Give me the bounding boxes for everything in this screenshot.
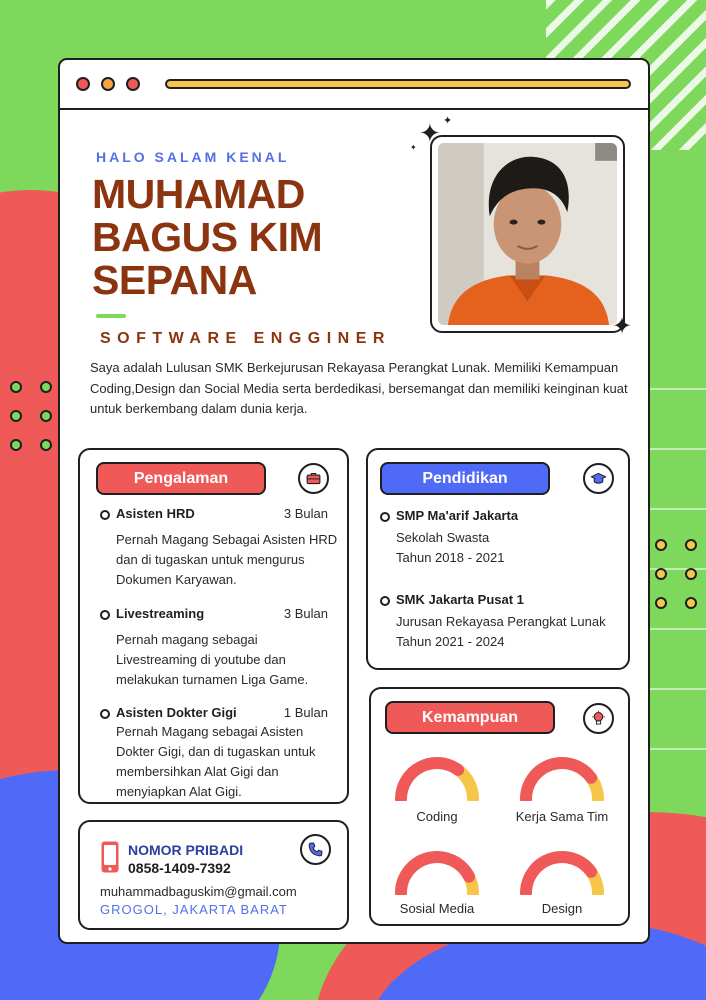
window-close-dot [76,77,90,91]
job-title: SOFTWARE ENGGINER [100,330,391,347]
experience-item-description: Pernah Magang Sebagai Asisten HRD dan di tugaskan untuk mengurus Dokumen Karyawan. [116,532,338,587]
education-card [366,448,630,670]
experience-item-title: Livestreaming [116,606,205,621]
skill-label: Design [541,901,583,916]
decorative-dots-left [10,381,52,451]
skill-gauge [517,751,607,801]
skill-gauge [392,751,482,801]
experience-item-duration: 3 Bulan [283,506,328,521]
window-minimize-dot [101,77,115,91]
experience-item-title: Asisten Dokter Gigi [116,705,237,720]
skills-card [369,687,630,926]
resume-window [58,58,650,944]
sparkle-icon: ✦ [419,118,441,148]
window-maximize-dot [126,77,140,91]
contact-heading: NOMOR PRIBADI [128,842,244,858]
profile-photo [438,143,617,325]
sparkle-icon: ✦ [410,143,417,152]
education-item-school: SMK Jakarta Pusat 1 [396,592,524,607]
experience-item-description: Pernah Magang sebagai Asisten Dokter Gigi, dan di tugaskan untuk membersihkan Alat Gigi dan menyiapkan Alat Gigi. [116,724,316,799]
skill-gauge-fill [526,857,591,893]
education-icon-button [583,463,614,494]
skill-gauge [517,845,607,895]
skill-gauge [392,845,482,895]
intro-paragraph: Saya adalah Lulusan SMK Berkejurusan Rekayasa Perangkat Lunak. Memiliki Kemampuan Coding,Design dan Social Media serta berdedikasi, bersemangat dan memiliki keinginan kuat untuk berkembang dalam dunia kerja. [90,360,628,416]
experience-item-duration: 1 Bulan [283,705,328,720]
graduation-cap-icon [590,470,607,487]
address-bar [165,79,631,89]
contact-phone-number: 0858-1409-7392 [128,860,231,876]
briefcase-icon [305,470,322,487]
contact-address: GROGOL, JAKARTA BARAT [100,902,288,917]
profile-photo-frame [430,135,625,333]
education-item-years: Tahun 2018 - 2021 [396,550,505,565]
greeting: HALO SALAM KENAL [96,149,290,165]
contact-email: muhammadbaguskim@gmail.com [100,884,297,899]
experience-icon-button [298,463,329,494]
skill-label: Coding [416,809,458,824]
skill-label: Kerja Sama Tim [515,809,609,824]
phone-icon [307,841,324,858]
education-item-years: Tahun 2021 - 2024 [396,634,505,649]
accent-divider [96,314,126,318]
experience-card [78,448,349,804]
skills-heading: Kemampuan [385,701,555,734]
contact-card [78,820,349,930]
mobile-phone-icon [100,840,120,874]
education-item-school: SMP Ma'arif Jakarta [396,508,519,523]
skills-icon-button [583,703,614,734]
experience-heading: Pengalaman [96,462,266,495]
skill-gauge-fill [401,763,458,799]
sparkle-icon: ✦ [443,115,453,127]
skill-gauge-fill [526,763,591,799]
experience-item-description: Pernah magang sebagai Livestreaming di youtube dan melakukan turnamen Liga Game. [116,632,309,687]
phone-icon-button [300,834,331,865]
person-name: MUHAMAD BAGUS KIM SEPANA [92,171,323,303]
skill-label: Sosial Media [399,901,475,916]
skill-gauge-fill [401,857,469,893]
sparkle-icon: ✦ [612,313,633,340]
education-item-detail: Jurusan Rekayasa Perangkat Lunak [396,614,606,629]
education-heading: Pendidikan [380,462,550,495]
education-item-detail: Sekolah Swasta [396,530,490,545]
lightbulb-icon [590,710,607,727]
experience-item-duration: 3 Bulan [283,606,328,621]
decorative-dots-right [655,539,697,609]
experience-item-title: Asisten HRD [116,506,195,521]
window-titlebar [60,60,648,110]
